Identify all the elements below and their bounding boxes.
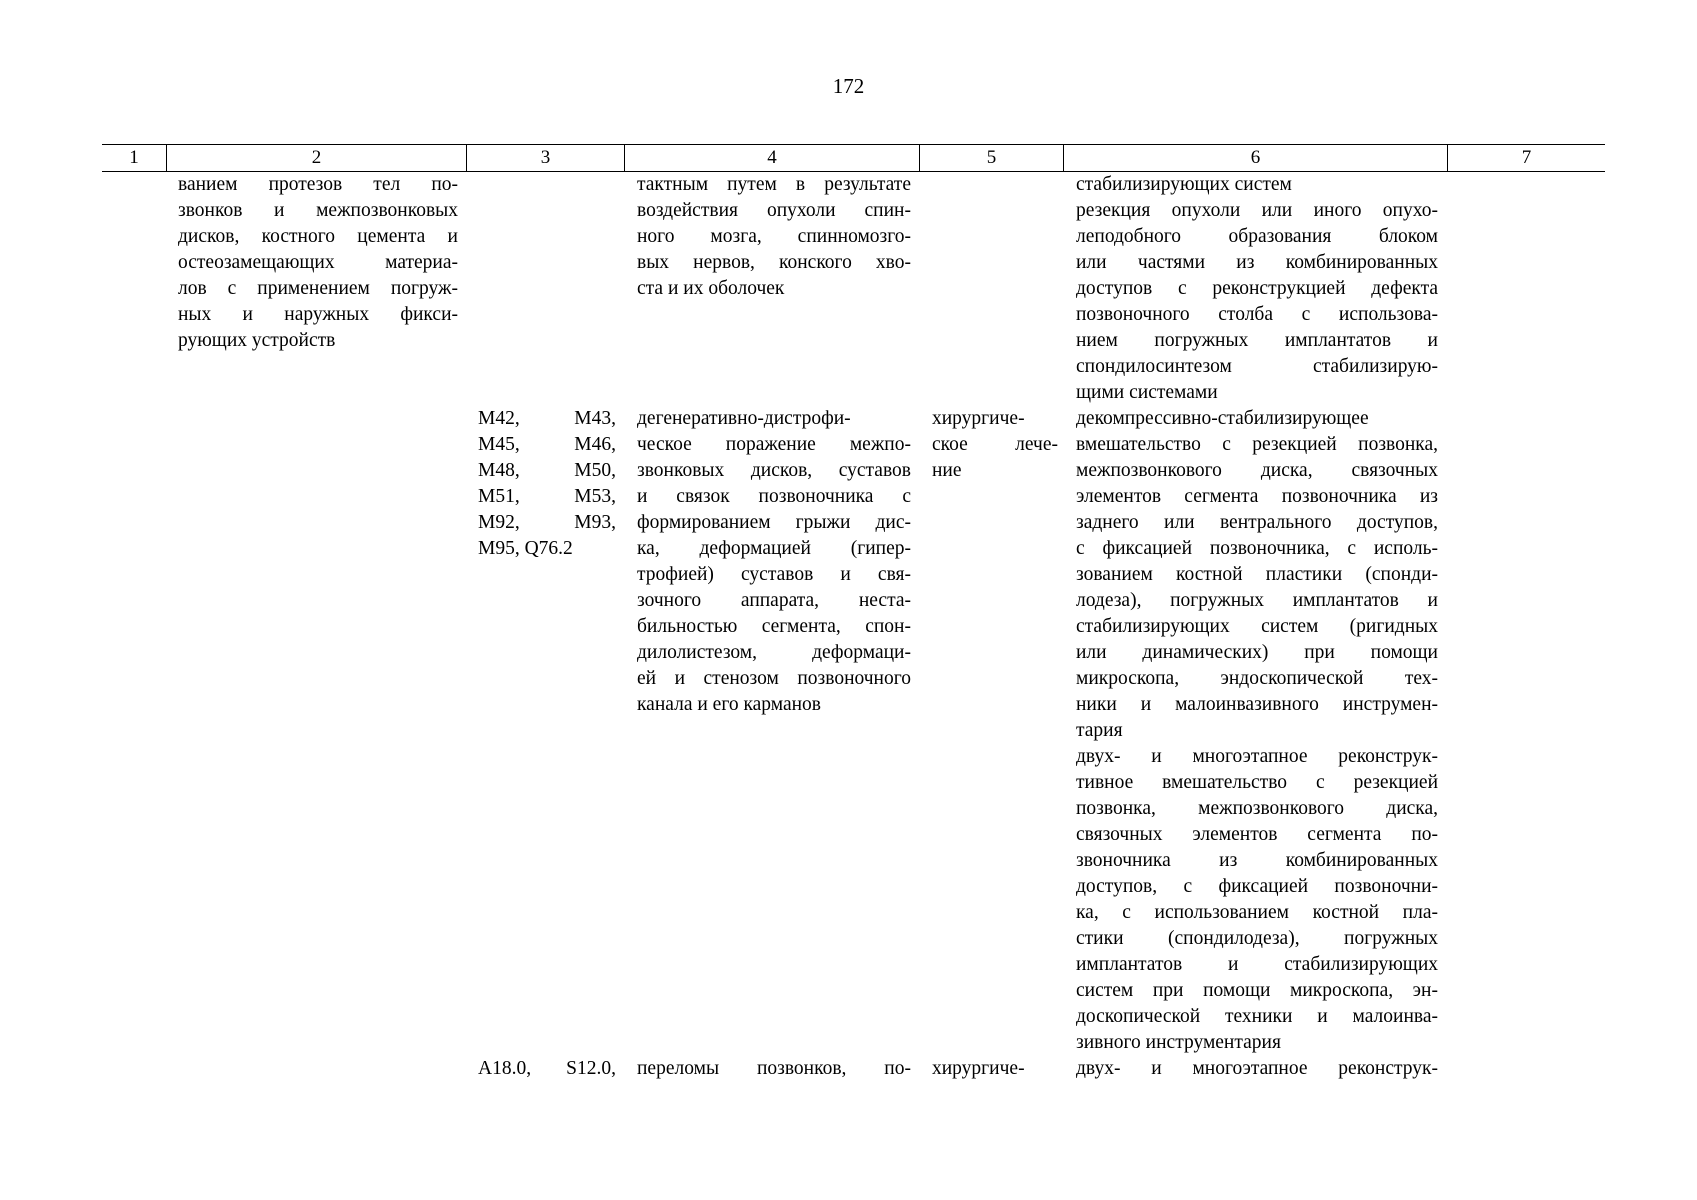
text-line: A18.0, S12.0,: [478, 1058, 616, 1079]
text-line: двух- и многоэтапное реконструк-: [1076, 1058, 1438, 1079]
text-line: имплантатов и стабилизирующих: [1076, 954, 1438, 975]
text-line: вмешательство с резекцией позвонка,: [1076, 434, 1438, 455]
text-line: хирургиче-: [932, 408, 1025, 429]
text-line: ка, деформацией (гипер-: [637, 538, 911, 559]
row2-col6-text-b: [1076, 744, 1438, 1056]
text-line: вых нервов, конского хво-: [637, 252, 911, 273]
text-line: связочных элементов сегмента по-: [1076, 824, 1438, 845]
text-line: хирургиче-: [932, 1058, 1025, 1079]
text-line: M51, M53,: [478, 486, 616, 507]
header-cell-5: 5: [920, 145, 1064, 171]
text-line: канала и его карманов: [637, 694, 822, 715]
row3-col3-codes: [478, 1056, 616, 1082]
text-line: переломы позвонков, по-: [637, 1058, 911, 1079]
row2-col6-text-a: [1076, 406, 1438, 744]
text-line: микроскопа, эндоскопической тех-: [1076, 668, 1438, 689]
text-line: дилолистезом, деформаци-: [637, 642, 911, 663]
text-line: тивное вмешательство с резекцией: [1076, 772, 1438, 793]
text-line: трофией) суставов и свя-: [637, 564, 911, 585]
text-line: декомпрессивно-стабилизирующее: [1076, 408, 1369, 429]
row1-col2-text: [178, 172, 458, 354]
text-line: зочного аппарата, неста-: [637, 590, 911, 611]
text-line: доступов с реконструкцией дефекта: [1076, 278, 1438, 299]
text-line: тактным путем в результате: [637, 174, 911, 195]
text-line: дегенеративно-дистрофи-: [637, 408, 851, 429]
text-line: ское лече-: [932, 434, 1058, 455]
header-cell-4: 4: [625, 145, 920, 171]
text-line: доступов, с фиксацией позвоночни-: [1076, 876, 1438, 897]
text-line: стики (спондилодеза), погружных: [1076, 928, 1438, 949]
text-line: щими системами: [1076, 382, 1218, 403]
text-line: лов с применением погруж-: [178, 278, 458, 299]
text-line: рующих устройств: [178, 330, 336, 351]
text-line: M95, Q76.2: [478, 538, 573, 559]
text-line: звонков и межпозвонковых: [178, 200, 458, 221]
text-line: тария: [1076, 720, 1123, 741]
text-line: ние: [932, 460, 962, 481]
text-line: формированием грыжи дис-: [637, 512, 911, 533]
table-header: [102, 144, 1605, 172]
text-line: M45, M46,: [478, 434, 616, 455]
text-line: M92, M93,: [478, 512, 616, 533]
text-line: и связок позвоночника с: [637, 486, 911, 507]
header-cell-3: 3: [467, 145, 625, 171]
row2-col4-text: [637, 406, 911, 718]
header-cell-1: 1: [102, 145, 167, 171]
text-line: леподобного образования блоком: [1076, 226, 1438, 247]
text-line: позвонка, межпозвонкового диска,: [1076, 798, 1438, 819]
text-line: ка, с использованием костной пла-: [1076, 902, 1438, 923]
row2-col3-codes: [478, 406, 616, 562]
text-line: стабилизирующих систем: [1076, 174, 1292, 195]
text-line: ста и их оболочек: [637, 278, 785, 299]
text-line: ванием протезов тел по-: [178, 174, 458, 195]
row3-col4-text: [637, 1056, 911, 1082]
text-line: зивного инструментария: [1076, 1032, 1281, 1053]
text-line: заднего или вентрального доступов,: [1076, 512, 1438, 533]
text-line: воздействия опухоли спин-: [637, 200, 911, 221]
text-line: элементов сегмента позвоночника из: [1076, 486, 1438, 507]
row2-col5-text: [932, 406, 1058, 484]
text-line: бильностью сегмента, спон-: [637, 616, 911, 637]
text-line: позвоночного столба с использова-: [1076, 304, 1438, 325]
text-line: M42, M43,: [478, 408, 616, 429]
text-line: остеозамещающих материа-: [178, 252, 458, 273]
text-line: или динамических) при помощи: [1076, 642, 1438, 663]
text-line: спондилосинтезом стабилизирую-: [1076, 356, 1438, 377]
row1-col4-text: [637, 172, 911, 302]
header-cell-6: 6: [1064, 145, 1448, 171]
page-number: 172: [832, 74, 865, 98]
text-line: ного мозга, спинномозго-: [637, 226, 911, 247]
text-line: резекция опухоли или иного опухо-: [1076, 200, 1438, 221]
row1-col6-text: [1076, 172, 1438, 406]
text-line: или частями из комбинированных: [1076, 252, 1438, 273]
text-line: ники и малоинвазивного инструмен-: [1076, 694, 1438, 715]
text-line: ческое поражение межпо-: [637, 434, 911, 455]
text-line: доскопической техники и малоинва-: [1076, 1006, 1438, 1027]
text-line: лодеза), погружных имплантатов и: [1076, 590, 1438, 611]
text-line: систем при помощи микроскопа, эн-: [1076, 980, 1438, 1001]
text-line: нием погружных имплантатов и: [1076, 330, 1438, 351]
header-cell-2: 2: [167, 145, 467, 171]
text-line: звоночника из комбинированных: [1076, 850, 1438, 871]
text-line: зованием костной пластики (спонди-: [1076, 564, 1438, 585]
text-line: с фиксацией позвоночника, с исполь-: [1076, 538, 1438, 559]
text-line: M48, M50,: [478, 460, 616, 481]
text-line: двух- и многоэтапное реконструк-: [1076, 746, 1438, 767]
text-line: дисков, костного цемента и: [178, 226, 458, 247]
text-line: ей и стенозом позвоночного: [637, 668, 911, 689]
header-cell-7: 7: [1521, 147, 1532, 168]
text-line: межпозвонкового диска, связочных: [1076, 460, 1438, 481]
text-line: звонковых дисков, суставов: [637, 460, 911, 481]
text-line: стабилизирующих систем (ригидных: [1076, 616, 1438, 637]
row3-col5-text: [932, 1056, 1058, 1082]
row3-col6-text: [1076, 1056, 1438, 1082]
text-line: ных и наружных фикси-: [178, 304, 458, 325]
